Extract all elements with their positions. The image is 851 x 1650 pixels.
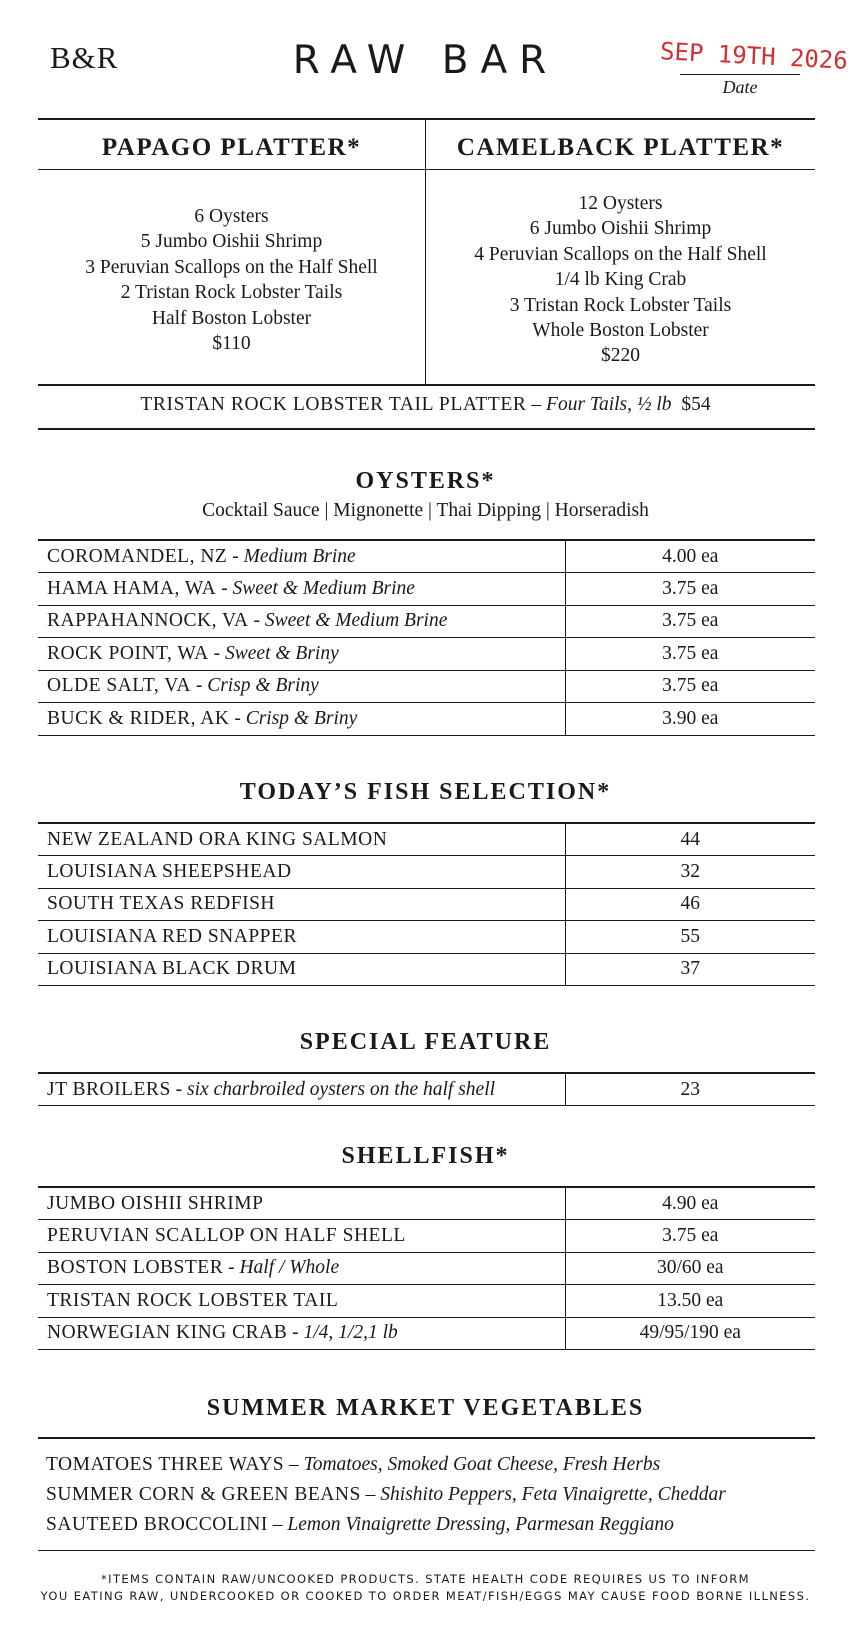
item-name: JT BROILERS - six charbroiled oysters on the half shell bbox=[38, 1073, 565, 1106]
platter-item: 3 Peruvian Scallops on the Half Shell bbox=[85, 256, 378, 278]
platter-item: 5 Jumbo Oishii Shrimp bbox=[140, 231, 323, 253]
platter-item: 2 Tristan Rock Lobster Tails bbox=[120, 282, 343, 304]
item-name: LOUISIANA RED SNAPPER bbox=[38, 921, 565, 954]
divider bbox=[38, 1550, 815, 1551]
date-label: Date bbox=[722, 77, 758, 97]
vegetable-list bbox=[46, 1450, 726, 1540]
item-price: 49/95/190 ea bbox=[565, 1317, 815, 1350]
table-row bbox=[38, 1317, 815, 1350]
section-title-shellfish: SHELLFISH* bbox=[341, 1143, 510, 1169]
item-price: 3.75 ea bbox=[565, 1220, 815, 1253]
section-title-oysters: OYSTERS* bbox=[355, 468, 496, 494]
table-row bbox=[38, 823, 815, 856]
item-name: COROMANDEL, NZ - Medium Brine bbox=[38, 540, 565, 573]
item-price: 46 bbox=[565, 888, 815, 921]
section-title-special: SPECIAL FEATURE bbox=[299, 1029, 552, 1055]
platter-title-camelback: CAMELBACK PLATTER* bbox=[456, 134, 785, 161]
separator: – bbox=[526, 394, 547, 415]
item-price: 3.75 ea bbox=[565, 573, 815, 606]
item-name: NEW ZEALAND ORA KING SALMON bbox=[38, 823, 565, 856]
table-row bbox=[38, 953, 815, 986]
platter-price: $110 bbox=[212, 333, 251, 355]
item-name: JUMBO OISHII SHRIMP bbox=[38, 1187, 565, 1220]
platter-item: 1/4 lb King Crab bbox=[554, 269, 687, 291]
item-name: BOSTON LOBSTER - Half / Whole bbox=[38, 1252, 565, 1285]
disclaimer-line: *ITEMS CONTAIN RAW/UNCOOKED PRODUCTS. STATE HEALTH CODE REQUIRES US TO INFORM bbox=[101, 1572, 750, 1586]
table-row bbox=[38, 670, 815, 703]
platter-item: 4 Peruvian Scallops on the Half Shell bbox=[474, 243, 767, 265]
table-row bbox=[38, 1285, 815, 1318]
table-row bbox=[38, 540, 815, 573]
item-name: BUCK & RIDER, AK - Crisp & Briny bbox=[38, 703, 565, 736]
item-price: 4.90 ea bbox=[565, 1187, 815, 1220]
item-name: TRISTAN ROCK LOBSTER TAIL bbox=[38, 1285, 565, 1318]
section-title-vegetables: SUMMER MARKET VEGETABLES bbox=[206, 1395, 645, 1421]
disclaimer-line: YOU EATING RAW, UNDERCOOKED OR COOKED TO ORDER MEAT/FISH/EGGS MAY CAUSE FOOD BORNE ILLNESS. bbox=[40, 1589, 811, 1603]
item-name: NORWEGIAN KING CRAB - 1/4, 1/2,1 lb bbox=[38, 1317, 565, 1350]
platter-camelback bbox=[426, 191, 815, 369]
platter-item: Whole Boston Lobster bbox=[532, 320, 709, 342]
item-name: PERUVIAN SCALLOP ON HALF SHELL bbox=[38, 1220, 565, 1253]
date-stamp: SEP 19TH 2026 bbox=[659, 37, 849, 75]
fish-table bbox=[38, 822, 815, 986]
table-row bbox=[38, 888, 815, 921]
item-price: 3.75 ea bbox=[565, 605, 815, 638]
list-item: SAUTEED BROCCOLINI – Lemon Vinaigrette Dressing, Parmesan Reggiano bbox=[46, 1514, 674, 1535]
table-row bbox=[38, 1220, 815, 1253]
item-price: 32 bbox=[565, 856, 815, 889]
logo: B&R bbox=[50, 40, 119, 75]
item-price: 3.75 ea bbox=[565, 638, 815, 671]
item-name: HAMA HAMA, WA - Sweet & Medium Brine bbox=[38, 573, 565, 606]
platter-item: Half Boston Lobster bbox=[151, 307, 312, 329]
divider bbox=[38, 428, 815, 430]
page-title: RAW BAR bbox=[292, 38, 559, 83]
item-name: RAPPAHANNOCK, VA - Sweet & Medium Brine bbox=[38, 605, 565, 638]
table-row bbox=[38, 703, 815, 736]
platter-title-papago: PAPAGO PLATTER* bbox=[101, 134, 362, 161]
item-price: 30/60 ea bbox=[565, 1252, 815, 1285]
tail-platter bbox=[0, 394, 851, 416]
item-price: 4.00 ea bbox=[565, 540, 815, 573]
divider bbox=[38, 118, 815, 120]
platter-papago bbox=[38, 204, 425, 356]
platter-item: 3 Tristan Rock Lobster Tails bbox=[509, 294, 732, 316]
oyster-table bbox=[38, 539, 815, 736]
table-row bbox=[38, 573, 815, 606]
date-line bbox=[680, 74, 800, 75]
divider bbox=[38, 1437, 815, 1439]
tail-platter-price: $54 bbox=[681, 394, 711, 415]
divider bbox=[38, 384, 815, 386]
platter-item: 12 Oysters bbox=[578, 193, 663, 214]
platter-item: 6 Oysters bbox=[194, 206, 269, 227]
item-price: 55 bbox=[565, 921, 815, 954]
item-price: 44 bbox=[565, 823, 815, 856]
item-price: 37 bbox=[565, 953, 815, 986]
item-price: 23 bbox=[565, 1073, 815, 1106]
special-table bbox=[38, 1072, 815, 1106]
item-price: 3.75 ea bbox=[565, 670, 815, 703]
table-row bbox=[38, 1252, 815, 1285]
item-name: SOUTH TEXAS REDFISH bbox=[38, 888, 565, 921]
item-name: LOUISIANA SHEEPSHEAD bbox=[38, 856, 565, 889]
item-price: 3.90 ea bbox=[565, 703, 815, 736]
table-row bbox=[38, 638, 815, 671]
tail-platter-name: TRISTAN ROCK LOBSTER TAIL PLATTER bbox=[140, 394, 527, 415]
sauce-list: Cocktail Sauce | Mignonette | Thai Dipping | Horseradish bbox=[202, 500, 649, 521]
item-name: ROCK POINT, WA - Sweet & Briny bbox=[38, 638, 565, 671]
list-item: TOMATOES THREE WAYS – Tomatoes, Smoked Goat Cheese, Fresh Herbs bbox=[46, 1454, 661, 1475]
shellfish-table bbox=[38, 1186, 815, 1350]
platter-item: 6 Jumbo Oishii Shrimp bbox=[529, 218, 712, 240]
divider bbox=[38, 169, 815, 170]
tail-platter-detail: Four Tails, ½ lb bbox=[546, 394, 672, 415]
list-item: SUMMER CORN & GREEN BEANS – Shishito Peppers, Feta Vinaigrette, Cheddar bbox=[46, 1484, 726, 1505]
item-price: 13.50 ea bbox=[565, 1285, 815, 1318]
table-row bbox=[38, 1073, 815, 1106]
table-row bbox=[38, 856, 815, 889]
item-name: LOUISIANA BLACK DRUM bbox=[38, 953, 565, 986]
health-disclaimer bbox=[0, 1571, 851, 1605]
platter-price: $220 bbox=[601, 345, 640, 367]
table-row bbox=[38, 921, 815, 954]
section-title-fish: TODAY’S FISH SELECTION* bbox=[239, 779, 612, 805]
table-row bbox=[38, 1187, 815, 1220]
table-row bbox=[38, 605, 815, 638]
item-name: OLDE SALT, VA - Crisp & Briny bbox=[38, 670, 565, 703]
